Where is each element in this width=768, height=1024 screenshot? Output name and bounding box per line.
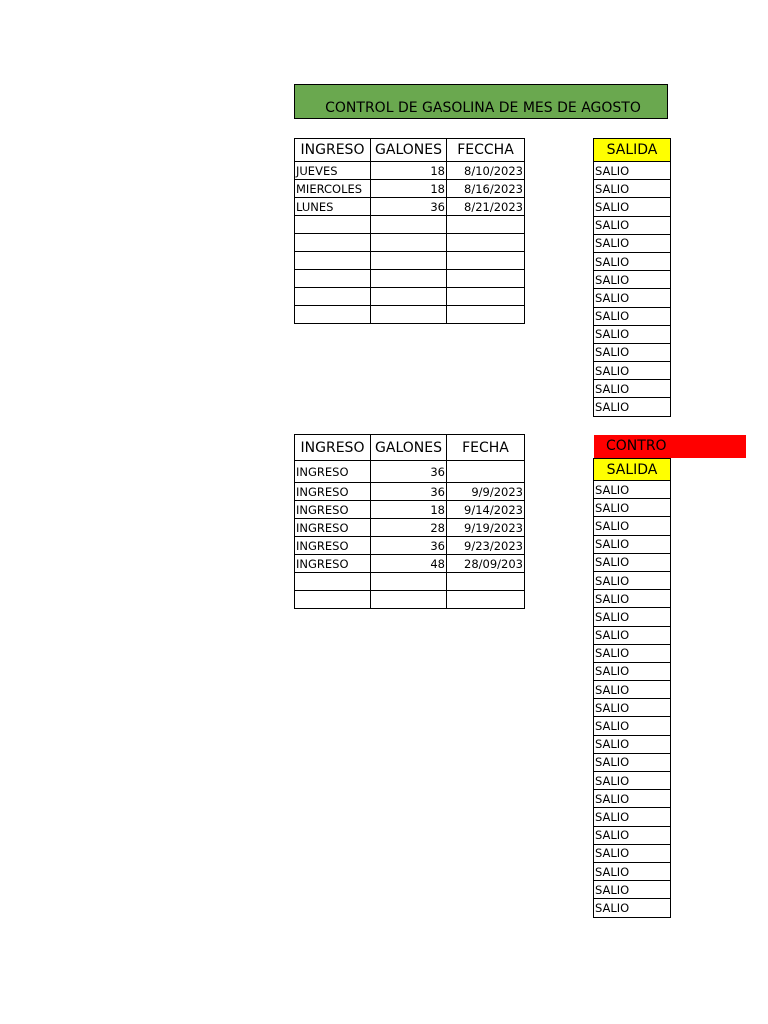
table-row [594,307,671,325]
cell-galones[interactable]: 36 [371,537,447,555]
ingreso-table-august [294,138,525,324]
cell-day[interactable]: INGRESO [295,483,371,501]
cell-fecha[interactable]: 9/23/2023 [447,537,525,555]
cell-day[interactable] [295,216,371,234]
cell-galones[interactable]: 18 [371,162,447,180]
cell-salio[interactable]: SALIO [594,180,671,198]
cell-salio[interactable]: SALIO [594,790,671,808]
cell-salio[interactable]: SALIO [594,307,671,325]
table-row [594,380,671,398]
cell-galones[interactable]: 48 [371,555,447,573]
cell-salio[interactable]: SALIO [594,808,671,826]
table-row [594,826,671,844]
cell-day[interactable] [295,270,371,288]
cell-day[interactable]: INGRESO [295,461,371,483]
cell-galones[interactable]: 28 [371,519,447,537]
column-header-galones: GALONES [371,435,447,461]
column-header-fecha: FECHA [447,435,525,461]
table-row [594,325,671,343]
cell-fecha[interactable] [447,252,525,270]
cell-galones[interactable] [371,270,447,288]
table-header-row [295,435,525,461]
cell-fecha[interactable] [447,591,525,609]
cell-fecha[interactable] [447,216,525,234]
table-row [594,808,671,826]
cell-salio[interactable]: SALIO [594,608,671,626]
cell-salio[interactable]: SALIO [594,517,671,535]
cell-galones[interactable]: 18 [371,501,447,519]
table-row [594,753,671,771]
cell-salio[interactable]: SALIO [594,844,671,862]
table-row [594,499,671,517]
ingreso-table-september [294,434,525,609]
salida-table-1 [593,138,671,417]
table-row [295,555,525,573]
table-row [295,519,525,537]
table-row [594,717,671,735]
cell-salio[interactable]: SALIO [594,772,671,790]
table-row [295,537,525,555]
cell-fecha[interactable] [447,288,525,306]
cell-fecha[interactable] [447,573,525,591]
cell-salio[interactable]: SALIO [594,398,671,416]
cell-galones[interactable]: 18 [371,180,447,198]
cell-day[interactable]: JUEVES [295,162,371,180]
cell-day[interactable]: INGRESO [295,537,371,555]
cell-galones[interactable]: 36 [371,461,447,483]
cell-galones[interactable] [371,591,447,609]
table-row [594,198,671,216]
table-row [295,501,525,519]
cell-day[interactable]: INGRESO [295,555,371,573]
table-row [295,288,525,306]
table-row [594,772,671,790]
cell-fecha[interactable] [447,234,525,252]
table-row [594,790,671,808]
cell-day[interactable] [295,573,371,591]
column-header-ingreso: INGRESO [295,139,371,162]
cell-fecha[interactable]: 9/9/2023 [447,483,525,501]
cell-galones[interactable] [371,306,447,324]
cell-salio[interactable]: SALIO [594,644,671,662]
table-row [594,343,671,361]
table-row [594,517,671,535]
table-row [594,881,671,899]
cell-day[interactable]: INGRESO [295,501,371,519]
cell-fecha[interactable]: 8/16/2023 [447,180,525,198]
cell-salio[interactable]: SALIO [594,380,671,398]
cell-salio[interactable]: SALIO [594,216,671,234]
cell-galones[interactable]: 36 [371,483,447,501]
table-row [594,899,671,917]
table-row [594,234,671,252]
table-row [594,535,671,553]
table-row [295,180,525,198]
salida-table-2 [593,458,671,918]
table-row [295,573,525,591]
cell-fecha[interactable]: 8/10/2023 [447,162,525,180]
table-row [594,180,671,198]
table-row [594,216,671,234]
table-row [295,270,525,288]
cell-salio[interactable]: SALIO [594,234,671,252]
table-row [594,590,671,608]
table-row [594,252,671,270]
cell-salio[interactable]: SALIO [594,343,671,361]
table-row [594,608,671,626]
cell-fecha[interactable] [447,461,525,483]
table-row [594,162,671,180]
cell-salio[interactable]: SALIO [594,681,671,699]
cell-fecha[interactable]: 9/19/2023 [447,519,525,537]
table-row [594,271,671,289]
cell-day[interactable] [295,306,371,324]
table-row [594,553,671,571]
table-row [594,644,671,662]
cell-salio[interactable]: SALIO [594,899,671,917]
table-row [594,289,671,307]
cell-salio[interactable]: SALIO [594,881,671,899]
column-header-galones: GALONES [371,139,447,162]
cell-salio[interactable]: SALIO [594,699,671,717]
cell-salio[interactable]: SALIO [594,535,671,553]
cell-salio[interactable]: SALIO [594,289,671,307]
table-row [594,681,671,699]
table-row [594,626,671,644]
table-row [594,398,671,416]
table-row [295,234,525,252]
table-row [295,461,525,483]
cell-day[interactable] [295,252,371,270]
cell-fecha[interactable]: 8/21/2023 [447,198,525,216]
cell-salio[interactable]: SALIO [594,198,671,216]
cell-fecha[interactable] [447,270,525,288]
table-row [594,662,671,680]
cell-galones[interactable] [371,573,447,591]
cell-salio[interactable]: SALIO [594,626,671,644]
cell-galones[interactable] [371,252,447,270]
cell-salio[interactable]: SALIO [594,590,671,608]
cell-salio[interactable]: SALIO [594,499,671,517]
cell-galones[interactable] [371,216,447,234]
table-row [295,216,525,234]
table-row [594,699,671,717]
table-row [594,862,671,880]
cell-galones[interactable] [371,288,447,306]
cell-day[interactable] [295,591,371,609]
table-row [295,162,525,180]
table-row [594,571,671,589]
cell-day[interactable]: INGRESO [295,519,371,537]
cell-salio[interactable]: SALIO [594,753,671,771]
table-row [594,844,671,862]
cell-salio[interactable]: SALIO [594,481,671,499]
cell-salio[interactable]: SALIO [594,553,671,571]
cell-salio[interactable]: SALIO [594,571,671,589]
cell-salio[interactable]: SALIO [594,862,671,880]
table-row [295,252,525,270]
column-header-fecha: FECCHA [447,139,525,162]
salida-header: SALIDA [594,459,671,481]
cell-salio[interactable]: SALIO [594,162,671,180]
table-row [295,198,525,216]
cell-salio[interactable]: SALIO [594,325,671,343]
table-row [295,591,525,609]
cell-fecha[interactable]: 9/14/2023 [447,501,525,519]
cell-galones[interactable] [371,234,447,252]
cell-day[interactable] [295,234,371,252]
cell-day[interactable]: LUNES [295,198,371,216]
sheet-title: CONTROL DE GASOLINA DE MES DE AGOSTO [294,84,668,119]
cell-fecha[interactable] [447,306,525,324]
salida-header: SALIDA [594,139,671,162]
cell-salio[interactable]: SALIO [594,826,671,844]
cell-salio[interactable]: SALIO [594,271,671,289]
cell-fecha[interactable]: 28/09/203 [447,555,525,573]
cell-day[interactable]: MIERCOLES [295,180,371,198]
table-row [594,735,671,753]
column-header-ingreso: INGRESO [295,435,371,461]
table-row [295,483,525,501]
table-row [594,362,671,380]
control-red-bar: CONTRO [594,435,746,458]
cell-salio[interactable]: SALIO [594,735,671,753]
cell-salio[interactable]: SALIO [594,362,671,380]
cell-galones[interactable]: 36 [371,198,447,216]
table-row [295,306,525,324]
table-header-row [295,139,525,162]
table-row [594,481,671,499]
cell-salio[interactable]: SALIO [594,717,671,735]
cell-salio[interactable]: SALIO [594,252,671,270]
cell-day[interactable] [295,288,371,306]
cell-salio[interactable]: SALIO [594,662,671,680]
